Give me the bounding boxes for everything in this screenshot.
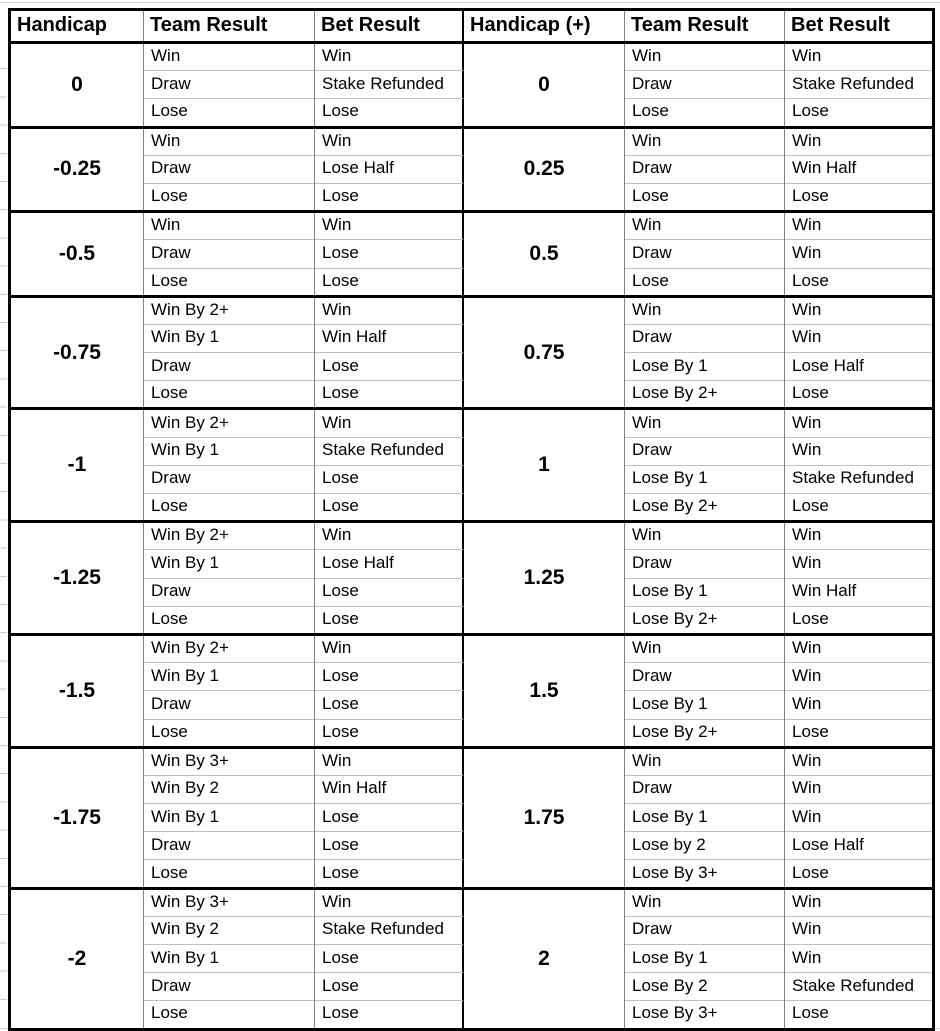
- bet-result-cell: Win: [785, 324, 934, 352]
- handicap-group: [464, 127, 934, 212]
- handicap-cell: -0.75: [53, 340, 101, 364]
- handicap-cell: -1: [67, 453, 87, 477]
- team-result-cell: Lose By 1: [625, 578, 785, 606]
- table-row: [10, 634, 463, 662]
- bet-result-cell: Lose: [315, 691, 463, 719]
- bet-result-cell: Lose: [315, 353, 463, 381]
- bet-result-cell: Lose: [315, 973, 463, 1001]
- bet-result-cell: Lose: [785, 268, 934, 296]
- team-result-cell: Win By 3+: [144, 888, 315, 916]
- handicap-cell: -2: [67, 946, 87, 970]
- bet-result-cell: Lose: [315, 719, 463, 747]
- team-result-cell: Draw: [144, 832, 315, 860]
- handicap-group: [10, 409, 463, 522]
- table-row: [464, 212, 934, 240]
- bet-result-cell: Win: [785, 43, 934, 71]
- bet-result-cell: Win: [315, 888, 463, 916]
- bet-result-cell: Stake Refunded: [785, 973, 934, 1001]
- bet-result-cell: Lose: [785, 1001, 934, 1029]
- bet-result-cell: Lose Half: [315, 550, 463, 578]
- handicap-group: [464, 409, 934, 522]
- handicap-group: [464, 296, 934, 409]
- bet-result-cell: Lose: [315, 804, 463, 832]
- team-result-cell: Win: [144, 127, 315, 155]
- bet-result-cell: Win: [785, 212, 934, 240]
- table-row: [464, 296, 934, 324]
- handicap-group: [10, 43, 463, 128]
- bet-result-cell: Lose: [315, 465, 463, 493]
- bet-result-cell: Lose: [315, 860, 463, 888]
- bet-result-cell: Stake Refunded: [785, 465, 934, 493]
- bet-result-cell: Lose: [315, 240, 463, 268]
- bet-result-cell: Win: [785, 945, 934, 973]
- table-row: [10, 127, 463, 155]
- table-row: [10, 212, 463, 240]
- team-result-cell: Lose By 3+: [625, 860, 785, 888]
- bet-result-cell: Lose: [315, 578, 463, 606]
- team-result-cell: Lose By 1: [625, 465, 785, 493]
- bet-result-cell: Lose: [785, 381, 934, 409]
- team-result-cell: Lose: [144, 606, 315, 634]
- table-row: [10, 747, 463, 775]
- bet-result-cell: Lose: [785, 719, 934, 747]
- team-result-cell: Lose By 1: [625, 804, 785, 832]
- team-result-cell: Win: [625, 43, 785, 71]
- bet-result-cell: Lose: [315, 663, 463, 691]
- team-result-cell: Win: [625, 634, 785, 662]
- bet-result-cell: Lose: [785, 860, 934, 888]
- handicap-cell: 2: [538, 946, 550, 970]
- handicap-group: [10, 212, 463, 297]
- bet-result-cell: Lose: [315, 183, 463, 211]
- bet-result-cell: Win: [785, 747, 934, 775]
- bet-result-cell: Lose: [785, 494, 934, 522]
- header-handicap: Handicap: [17, 14, 108, 36]
- bet-result-cell: Stake Refunded: [785, 71, 934, 99]
- handicap-group: [10, 634, 463, 747]
- header-handicap-plus: Handicap (+): [470, 14, 591, 36]
- handicap-cell: 1.25: [523, 566, 565, 590]
- team-result-cell: Lose: [625, 99, 785, 127]
- team-result-cell: Win: [625, 888, 785, 916]
- bet-result-cell: Win: [785, 775, 934, 803]
- team-result-cell: Draw: [625, 550, 785, 578]
- team-result-cell: Win: [144, 212, 315, 240]
- team-result-cell: Win By 2+: [144, 634, 315, 662]
- handicap-group: [10, 747, 463, 888]
- team-result-cell: Draw: [144, 465, 315, 493]
- team-result-cell: Win: [625, 212, 785, 240]
- bet-result-cell: Lose: [785, 183, 934, 211]
- bet-result-cell: Lose: [315, 1001, 463, 1029]
- team-result-cell: Lose: [625, 183, 785, 211]
- handicap-group: [10, 296, 463, 409]
- table-header-row: [10, 10, 463, 43]
- table-row: [464, 43, 934, 71]
- team-result-cell: Draw: [625, 240, 785, 268]
- bet-result-cell: Win: [315, 747, 463, 775]
- bet-result-cell: Win: [315, 409, 463, 437]
- bet-result-cell: Win: [315, 127, 463, 155]
- table-row: [464, 409, 934, 437]
- team-result-cell: Lose: [144, 268, 315, 296]
- table-row: [464, 127, 934, 155]
- handicap-cell: -1.25: [53, 566, 101, 590]
- team-result-cell: Draw: [144, 71, 315, 99]
- team-result-cell: Lose By 2+: [625, 719, 785, 747]
- handicap-tables: [8, 8, 935, 1031]
- bet-result-cell: Lose: [315, 494, 463, 522]
- bet-result-cell: Lose: [315, 381, 463, 409]
- header-bet-result: Bet Result: [315, 10, 463, 43]
- table-row: [10, 43, 463, 71]
- header-team-result: Team Result: [144, 10, 315, 43]
- team-result-cell: Lose: [144, 494, 315, 522]
- bet-result-cell: Win: [315, 296, 463, 324]
- negative-handicap-table: [8, 8, 463, 1031]
- bet-result-cell: Win: [315, 634, 463, 662]
- bet-result-cell: Win: [785, 127, 934, 155]
- table-row: [10, 409, 463, 437]
- team-result-cell: Win By 1: [144, 324, 315, 352]
- table-row: [464, 634, 934, 662]
- team-result-cell: Lose by 2: [625, 832, 785, 860]
- team-result-cell: Win By 2+: [144, 409, 315, 437]
- team-result-cell: Draw: [625, 663, 785, 691]
- bet-result-cell: Win: [785, 409, 934, 437]
- bet-result-cell: Win: [315, 212, 463, 240]
- team-result-cell: Win: [625, 296, 785, 324]
- team-result-cell: Lose: [625, 268, 785, 296]
- header-team-result: Team Result: [625, 10, 785, 43]
- handicap-cell: 0.25: [523, 157, 565, 181]
- team-result-cell: Draw: [144, 691, 315, 719]
- bet-result-cell: Win: [785, 550, 934, 578]
- table-row: [10, 888, 463, 916]
- bet-result-cell: Win: [785, 437, 934, 465]
- team-result-cell: Draw: [625, 71, 785, 99]
- table-row: [10, 522, 463, 550]
- bet-result-cell: Win: [785, 888, 934, 916]
- team-result-cell: Win By 2+: [144, 522, 315, 550]
- team-result-cell: Lose By 2+: [625, 606, 785, 634]
- handicap-group: [464, 634, 934, 747]
- team-result-cell: Win By 2: [144, 916, 315, 944]
- team-result-cell: Draw: [625, 155, 785, 183]
- handicap-cell: 1.5: [529, 678, 559, 702]
- handicap-cell: 1: [538, 453, 550, 477]
- team-result-cell: Lose By 1: [625, 691, 785, 719]
- bet-result-cell: Lose: [315, 606, 463, 634]
- handicap-group: [464, 888, 934, 1029]
- team-result-cell: Lose: [144, 719, 315, 747]
- team-result-cell: Draw: [144, 353, 315, 381]
- handicap-cell: 1.75: [523, 805, 565, 829]
- bet-result-cell: Win: [315, 522, 463, 550]
- team-result-cell: Win By 1: [144, 663, 315, 691]
- bet-result-cell: Stake Refunded: [315, 71, 463, 99]
- bet-result-cell: Lose: [315, 945, 463, 973]
- bet-result-cell: Win Half: [315, 324, 463, 352]
- handicap-group: [464, 43, 934, 128]
- bet-result-cell: Win Half: [315, 775, 463, 803]
- handicap-cell: 0: [538, 72, 550, 96]
- team-result-cell: Draw: [144, 240, 315, 268]
- table-row: [464, 747, 934, 775]
- team-result-cell: Draw: [144, 973, 315, 1001]
- team-result-cell: Win By 2+: [144, 296, 315, 324]
- team-result-cell: Win: [625, 747, 785, 775]
- team-result-cell: Draw: [625, 324, 785, 352]
- team-result-cell: Win: [144, 43, 315, 71]
- bet-result-cell: Lose: [315, 268, 463, 296]
- handicap-cell: -0.5: [58, 241, 96, 265]
- team-result-cell: Draw: [144, 578, 315, 606]
- team-result-cell: Draw: [625, 775, 785, 803]
- team-result-cell: Lose: [144, 183, 315, 211]
- bet-result-cell: Win: [785, 634, 934, 662]
- bet-result-cell: Win: [785, 296, 934, 324]
- team-result-cell: Lose By 2+: [625, 381, 785, 409]
- team-result-cell: Lose By 3+: [625, 1001, 785, 1029]
- bet-result-cell: Win Half: [785, 578, 934, 606]
- team-result-cell: Draw: [625, 437, 785, 465]
- bet-result-cell: Lose Half: [785, 832, 934, 860]
- handicap-cell: 0: [71, 72, 83, 96]
- bet-result-cell: Stake Refunded: [315, 437, 463, 465]
- bet-result-cell: Lose: [315, 832, 463, 860]
- bet-result-cell: Win: [785, 916, 934, 944]
- team-result-cell: Draw: [625, 916, 785, 944]
- team-result-cell: Lose By 2: [625, 973, 785, 1001]
- header-bet-result: Bet Result: [785, 10, 934, 43]
- team-result-cell: Lose: [144, 99, 315, 127]
- team-result-cell: Win By 1: [144, 945, 315, 973]
- team-result-cell: Win By 3+: [144, 747, 315, 775]
- team-result-cell: Lose: [144, 860, 315, 888]
- bet-result-cell: Win: [785, 663, 934, 691]
- gridline-top: [0, 2, 940, 3]
- bet-result-cell: Win: [785, 804, 934, 832]
- bet-result-cell: Win: [785, 691, 934, 719]
- team-result-cell: Lose By 1: [625, 945, 785, 973]
- team-result-cell: Lose: [144, 381, 315, 409]
- handicap-group: [10, 888, 463, 1029]
- team-result-cell: Win: [625, 522, 785, 550]
- bet-result-cell: Win Half: [785, 155, 934, 183]
- team-result-cell: Lose By 1: [625, 353, 785, 381]
- bet-result-cell: Lose: [315, 99, 463, 127]
- handicap-group: [464, 522, 934, 635]
- bet-result-cell: Lose Half: [315, 155, 463, 183]
- team-result-cell: Win By 1: [144, 804, 315, 832]
- team-result-cell: Win By 1: [144, 550, 315, 578]
- team-result-cell: Draw: [144, 155, 315, 183]
- bet-result-cell: Lose: [785, 99, 934, 127]
- bet-result-cell: Lose: [785, 606, 934, 634]
- table-header-row: [464, 10, 934, 43]
- handicap-cell: -0.25: [53, 157, 101, 181]
- team-result-cell: Win: [625, 127, 785, 155]
- team-result-cell: Lose By 2+: [625, 494, 785, 522]
- table-row: [10, 296, 463, 324]
- team-result-cell: Lose: [144, 1001, 315, 1029]
- handicap-group: [464, 212, 934, 297]
- bet-result-cell: Win: [785, 240, 934, 268]
- gridline-row-ticks: [0, 41, 7, 1025]
- handicap-group: [10, 127, 463, 212]
- handicap-cell: -1.75: [53, 805, 101, 829]
- bet-result-cell: Lose Half: [785, 353, 934, 381]
- handicap-group: [464, 747, 934, 888]
- handicap-cell: 0.75: [523, 340, 565, 364]
- table-row: [464, 522, 934, 550]
- team-result-cell: Win By 1: [144, 437, 315, 465]
- handicap-group: [10, 522, 463, 635]
- table-row: [464, 888, 934, 916]
- positive-handicap-table: [463, 8, 935, 1031]
- team-result-cell: Win: [625, 409, 785, 437]
- bet-result-cell: Stake Refunded: [315, 916, 463, 944]
- handicap-cell: 0.5: [529, 241, 559, 265]
- bet-result-cell: Win: [785, 522, 934, 550]
- team-result-cell: Win By 2: [144, 775, 315, 803]
- bet-result-cell: Win: [315, 43, 463, 71]
- handicap-cell: -1.5: [58, 678, 96, 702]
